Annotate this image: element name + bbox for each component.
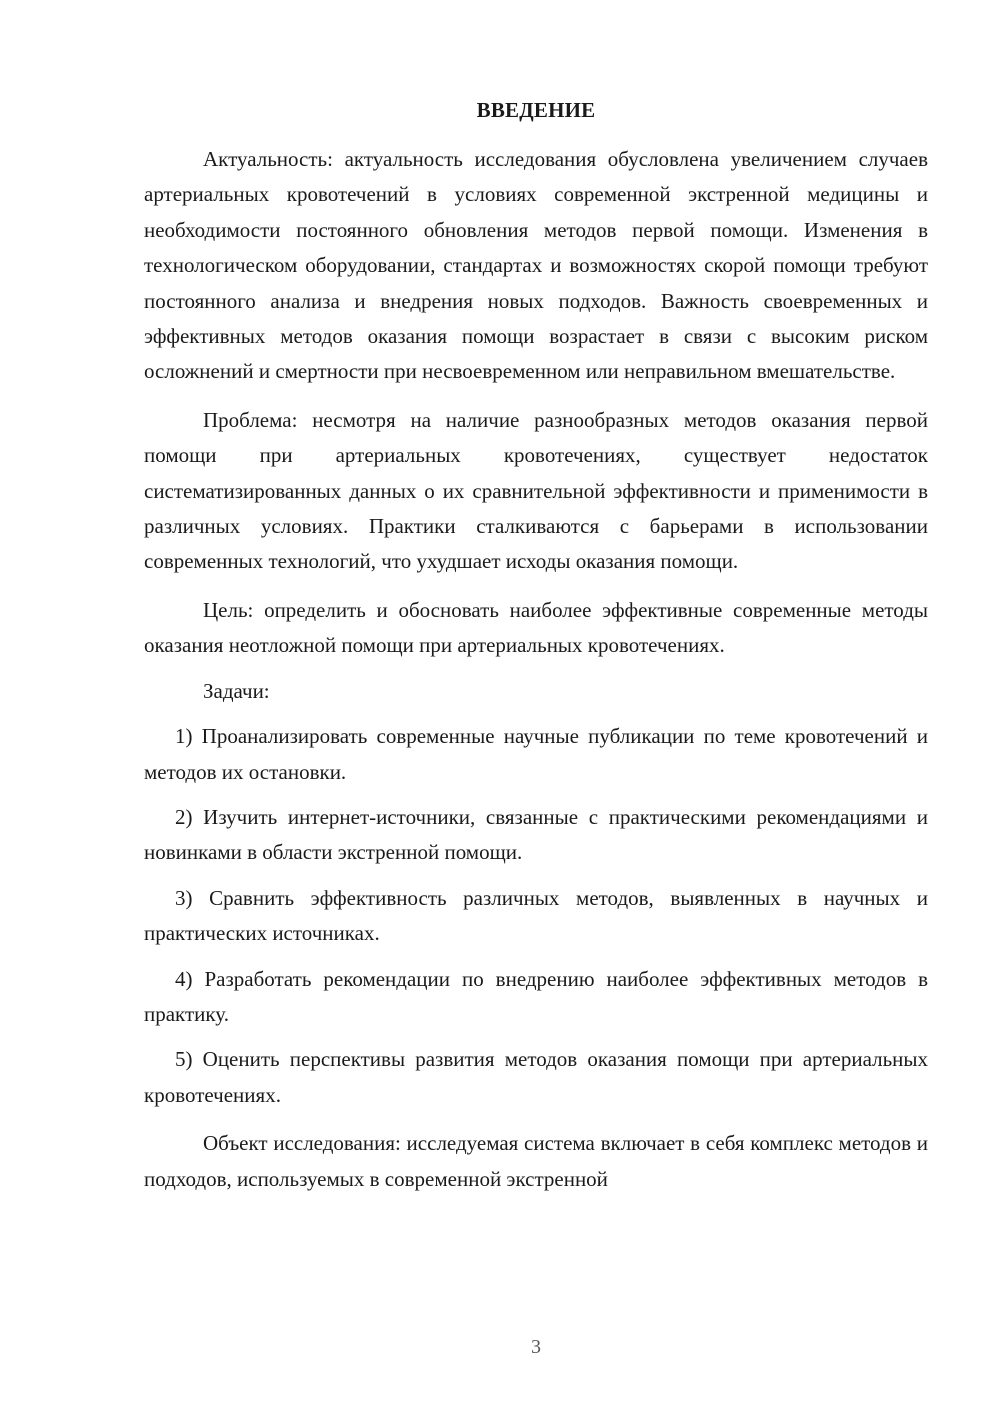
task-item-3: 3) Сравнить эффективность различных методов, выявленных в научных и практических источниках. — [144, 885, 928, 946]
task-item-5: 5) Оценить перспективы развития методов оказания помощи при артериальных кровотечениях. — [144, 1047, 928, 1107]
task-item-1: 1) Проанализировать современные научные публикации по теме кровотечений и методов их остановки. — [144, 724, 928, 784]
paragraph-goal: Цель: определить и обосновать наиболее эффективные современные методы оказания неотложной помощи при артериальных кровотечениях. — [144, 597, 928, 658]
body-text — [144, 142, 928, 1197]
paragraph-problem: Проблема: несмотря на наличие разнообразных методов оказания первой помощи при артериальных кровотечениях, существует недостаток систематизированных данных о их сравнительной эффективности и применимости в различных условиях. Практики сталкиваются с барьерами в использовании современных технологий, что ухудшает исходы оказания помощи. — [144, 407, 928, 574]
tasks-label: Задачи: — [203, 678, 270, 703]
task-item-2: 2) Изучить интернет-источники, связанные с практическими рекомендациями и новинками в области экстренной помощи. — [144, 804, 928, 865]
paragraph-relevance: Актуальность: актуальность исследования обусловлена увеличением случаев артериальных кровотечений в условиях современной экстренной медицины и необходимости постоянного обновления методов первой помощи. Изменения в технологическом оборудовании, стандартах и возможностях скорой помощи требуют постоянного анализа и внедрения новых подходов. Важность своевременных и эффективных методов оказания помощи возрастает в связи с высоким риском осложнений и смертности при несвоевременном или неправильном вмешательстве. — [144, 147, 928, 384]
paragraph-object: Объект исследования: исследуемая система включает в себя комплекс методов и подходов, используемых в современной экстренной — [144, 1131, 928, 1191]
section-heading: ВВЕДЕНИЕ — [476, 98, 596, 122]
task-item-4: 4) Разработать рекомендации по внедрению наиболее эффективных методов в практику. — [144, 966, 928, 1026]
page-number: 3 — [531, 1336, 541, 1358]
